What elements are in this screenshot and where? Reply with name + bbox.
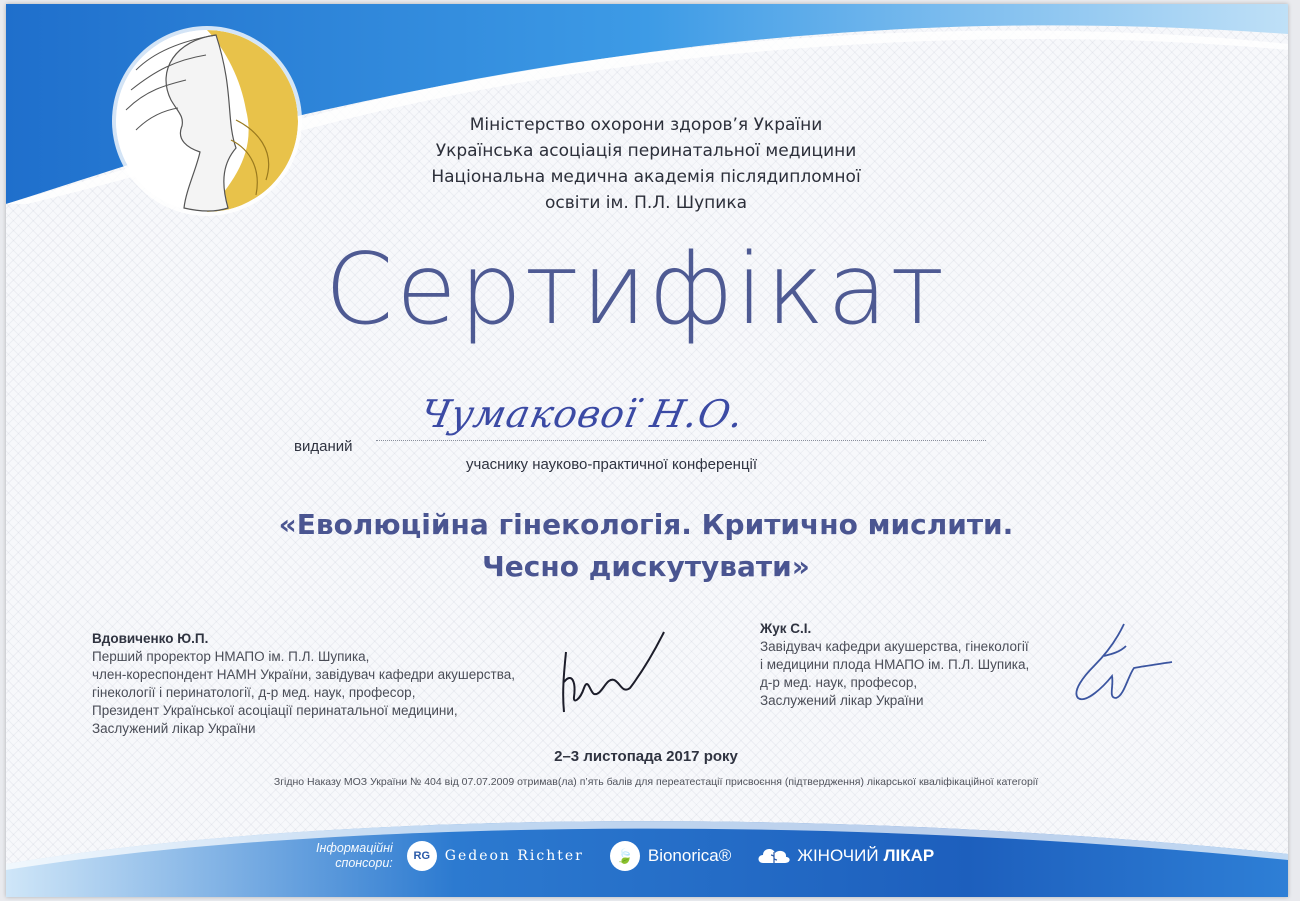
conference-title-line1: «Еволюційна гінекологія. Критично мислити.	[278, 508, 1014, 541]
woman-profile-icon	[116, 30, 298, 212]
signer-position-line: д-р мед. наук, професор,	[760, 675, 918, 690]
sponsors-bar	[316, 838, 960, 874]
sponsor-name-part2: ЛІКАР	[883, 846, 935, 865]
conference-title	[206, 504, 1086, 588]
certificate	[6, 4, 1288, 897]
signer-position-line: Президент Української асоціації перинатальної медицини,	[92, 703, 458, 718]
conference-title-line2: Чесно дискутувати»	[482, 550, 810, 583]
signer-position-line: Завідувач кафедри акушерства, гінекології	[760, 639, 1029, 654]
signer-position-line: і медицини плода НМАПО ім. П.Л. Шупика,	[760, 657, 1030, 672]
sponsor-name-part1: ЖІНОЧИЙ	[797, 846, 879, 865]
organization-line: Міністерство охорони здоров’я України	[469, 115, 823, 135]
signer-left	[92, 630, 515, 738]
sponsor-name: Bionorica®	[647, 846, 732, 865]
sponsors-label	[316, 841, 393, 871]
sponsor-gedeon-richter	[407, 841, 584, 871]
sponsors-label-line1: Інформаційні	[316, 841, 393, 855]
issued-label: виданий	[294, 438, 353, 455]
sponsor-name: Gedeon Richter	[444, 848, 584, 864]
signer-name: Жук С.І.	[760, 621, 812, 636]
sponsor-bionorica	[610, 841, 731, 871]
certificate-title: Сертифікат	[324, 233, 948, 347]
organization-line: освіти ім. П.Л. Шупика	[544, 193, 748, 213]
leaf-icon: 🍃	[610, 841, 640, 871]
organization-line: Українська асоціація перинатальної медицини	[435, 141, 857, 161]
signer-position-line: гінекології і перинатології, д-р мед. наук, професор,	[92, 685, 416, 700]
signature-left-icon	[546, 622, 666, 722]
event-date: 2–3 листопада 2017 року	[554, 748, 738, 765]
recipient-handwritten-name: Чумакової Н.О.	[416, 392, 749, 436]
ministry-order-note: Згідно Наказу МОЗ України № 404 від 07.07.2009 отримав(ла) п’ять балів для переатестації присвоєння (підтвердження) лікарської кваліфікаційної категорії	[273, 776, 1039, 788]
signer-position-line: член-кореспондент НАМН України, завідувач кафедри акушерства,	[92, 667, 515, 682]
caduceus-cloud-icon	[757, 845, 791, 867]
organization-line: Національна медична академія післядипломної	[431, 167, 861, 187]
signer-position-line: Перший проректор НМАПО ім. П.Л. Шупика,	[92, 649, 370, 664]
organizations-block	[346, 112, 946, 216]
signature-right-icon	[1064, 616, 1174, 706]
logo-medallion	[116, 30, 298, 212]
participant-text: учаснику науково-практичної конференції	[466, 456, 758, 473]
sponsors-label-line2: спонсори:	[335, 856, 393, 870]
signer-position-line: Заслужений лікар України	[760, 693, 924, 708]
sponsor-zhinochyi-likar	[757, 845, 934, 867]
recipient-dotted-line	[376, 440, 986, 441]
signer-name: Вдовиченко Ю.П.	[92, 631, 209, 646]
gedeon-richter-logo-icon: RG	[407, 841, 437, 871]
signer-position-line: Заслужений лікар України	[92, 721, 256, 736]
signer-right	[760, 620, 1029, 710]
